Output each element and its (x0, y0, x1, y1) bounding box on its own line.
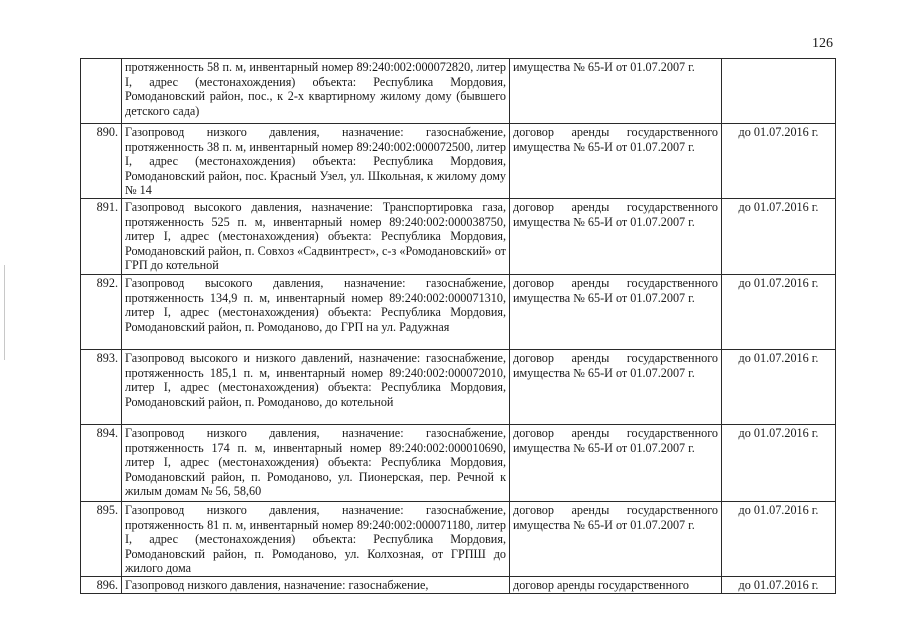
lease-term: до 01.07.2016 г. (722, 424, 836, 501)
object-description: Газопровод низкого давления, назначение: газоснабжение, (122, 576, 510, 593)
contract-basis: договор аренды государственного имущества № 65-И от 01.07.2007 г. (510, 198, 722, 274)
table-row (81, 198, 836, 274)
row-number: 896. (81, 576, 122, 593)
row-number (81, 59, 122, 124)
table-row (81, 501, 836, 576)
row-number: 893. (81, 349, 122, 424)
object-description: протяженность 58 п. м, инвентарный номер 89:240:002:000072820, литер I, адрес (местонахождения) объекта: Республика Мордовия, Ромодановский район, пос., к 2-х квартирному жилому дому (бывшего детского сада) (122, 59, 510, 124)
contract-basis: договор аренды государственного (510, 576, 722, 593)
contract-basis: договор аренды государственного имущества № 65-И от 01.07.2007 г. (510, 424, 722, 501)
row-number: 894. (81, 424, 122, 501)
row-number: 890. (81, 124, 122, 199)
lease-term: до 01.07.2016 г. (722, 501, 836, 576)
object-description: Газопровод низкого давления, назначение: газоснабжение, протяженность 38 п. м, инвентарный номер 89:240:002:000072500, литер I, адрес (местонахождения) объекта: Республика Мордовия, Ромодановский район, пос. Красный Узел, ул. Школьная, к жилому дому № 14 (122, 124, 510, 199)
page-number: 126 (812, 36, 833, 51)
lease-term (722, 59, 836, 124)
object-description: Газопровод высокого давления, назначение: Транспортировка газа, протяженность 525 п. м, инвентарный номер 89:240:002:000038750, литер I, адрес (местонахождения) объекта: Республика Мордовия, Ромодановский район, п. Совхоз «Садвинтрест», с-з «Ромодановский» от ГРП до котельной (122, 198, 510, 274)
table-row (81, 424, 836, 501)
lease-term: до 01.07.2016 г. (722, 198, 836, 274)
property-table (80, 58, 836, 594)
contract-basis: договор аренды государственного имущества № 65-И от 01.07.2007 г. (510, 124, 722, 199)
table-row (81, 124, 836, 199)
scan-edge-mark (4, 265, 5, 360)
table-row (81, 349, 836, 424)
lease-term: до 01.07.2016 г. (722, 576, 836, 593)
object-description: Газопровод низкого давления, назначение: газоснабжение, протяженность 81 п. м, инвентарный номер 89:240:002:000071180, литер I, адрес (местонахождения) объекта: Республика Мордовия, Ромодановский район, п. Ромоданово, ул. Колхозная, от ГРПШ до жилого дома (122, 501, 510, 576)
object-description: Газопровод низкого давления, назначение: газоснабжение, протяженность 174 п. м, инвентарный номер 89:240:002:000010690, литер I, адрес (местонахождения) объекта: Республика Мордовия, Ромодановский район, п. Ромоданово, ул. Пионерская, пер. Речной к жилым домам № 56, 58,60 (122, 424, 510, 501)
table-row (81, 576, 836, 593)
object-description: Газопровод высокого давления, назначение: газоснабжение, протяженность 134,9 п. м, инвентарный номер 89:240:002:000071310, литер I, адрес (местонахождения) объекта: Республика Мордовия, Ромодановский район, п. Ромоданово, до ГРП на ул. Радужная (122, 274, 510, 349)
row-number: 892. (81, 274, 122, 349)
contract-basis: договор аренды государственного имущества № 65-И от 01.07.2007 г. (510, 501, 722, 576)
row-number: 895. (81, 501, 122, 576)
row-number: 891. (81, 198, 122, 274)
contract-basis: договор аренды государственного имущества № 65-И от 01.07.2007 г. (510, 274, 722, 349)
lease-term: до 01.07.2016 г. (722, 274, 836, 349)
lease-term: до 01.07.2016 г. (722, 349, 836, 424)
contract-basis: имущества № 65-И от 01.07.2007 г. (510, 59, 722, 124)
table-row (81, 59, 836, 124)
contract-basis: договор аренды государственного имущества № 65-И от 01.07.2007 г. (510, 349, 722, 424)
table-row (81, 274, 836, 349)
lease-term: до 01.07.2016 г. (722, 124, 836, 199)
object-description: Газопровод высокого и низкого давлений, назначение: газоснабжение, протяженность 185,1 п. м, инвентарный номер 89:240:002:000072010, литер I, адрес (местонахождения) объекта: Республика Мордовия, Ромодановский район, п. Ромоданово, до котельной (122, 349, 510, 424)
